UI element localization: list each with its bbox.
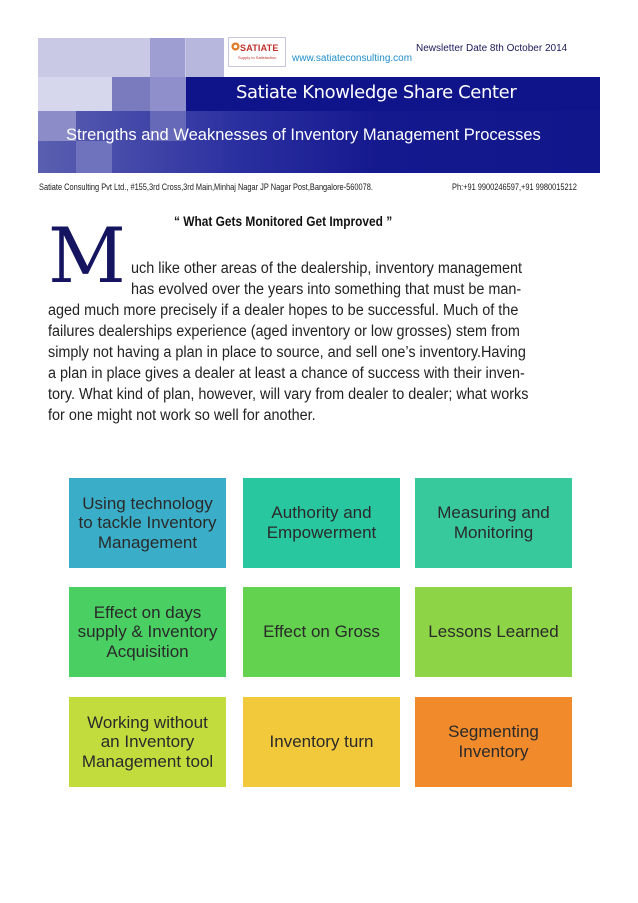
body-line: failures dealerships experience (aged inventory or low grosses) stem from <box>48 323 520 340</box>
company-address: Satiate Consulting Pvt Ltd., #155,3rd Cross,3rd Main,Minhaj Nagar JP Nagar Post,Bangalore-560078. <box>39 182 373 193</box>
tile-label: Inventory turn <box>269 732 374 752</box>
company-phone: Ph:+91 9900246597,+91 9980015212 <box>452 182 577 193</box>
body-line: tory. What kind of plan, however, will vary from dealer to dealer; what works <box>48 386 529 403</box>
topic-tile <box>69 697 226 787</box>
decor-square <box>186 38 224 77</box>
tile-label: Working without an Inventory Management tool <box>81 712 214 771</box>
decor-square <box>112 77 150 111</box>
tile-label: Measuring and Monitoring <box>437 503 550 542</box>
logo-text: SATIATE <box>240 43 279 53</box>
logo-tagline: Supply to Satisfaction <box>238 55 277 60</box>
topic-tile <box>243 587 400 677</box>
newsletter-date: Newsletter Date 8th October 2014 <box>416 43 568 54</box>
body-line: uch like other areas of the dealership, inventory management <box>131 260 523 277</box>
decor-square <box>76 141 112 173</box>
topic-tile <box>69 587 226 677</box>
decor-square <box>150 38 185 77</box>
tile-label: Authority and Empowerment <box>266 503 377 542</box>
body-line: for one might not work so well for another. <box>48 407 316 424</box>
body-line: a plan in place gives a dealer at least a chance of success with their inven- <box>48 365 525 382</box>
topic-tile <box>243 478 400 568</box>
tile-label: Lessons Learned <box>428 622 559 642</box>
center-title: Satiate Knowledge Share Center <box>236 82 517 103</box>
body-line: simply not having a plan in place to source, and sell one’s inventory.Having <box>48 344 526 361</box>
tile-label: Segmenting Inventory <box>448 722 539 761</box>
topic-tile <box>415 478 572 568</box>
body-line: has evolved over the years into something that must be man- <box>131 281 522 298</box>
tile-label: Effect on Gross <box>263 622 380 642</box>
topic-tile <box>243 697 400 787</box>
newsletter-subtitle: Strengths and Weaknesses of Inventory Management Processes <box>66 126 541 144</box>
website-link[interactable]: www.satiateconsulting.com <box>292 53 413 64</box>
tile-label: Effect on days supply & Inventory Acquisition <box>77 602 218 661</box>
topic-tile <box>415 587 572 677</box>
decor-square <box>150 77 186 111</box>
tile-label: Using technology to tackle Inventory Management <box>78 493 217 552</box>
logo-emblem-icon <box>231 42 240 51</box>
drop-cap: M <box>48 211 126 300</box>
body-line: aged much more precisely if a dealer hopes to be successful. Much of the <box>48 302 519 319</box>
topic-tile <box>69 478 226 568</box>
article-quote: “ What Gets Monitored Get Improved ” <box>174 213 393 229</box>
topic-tile <box>415 697 572 787</box>
